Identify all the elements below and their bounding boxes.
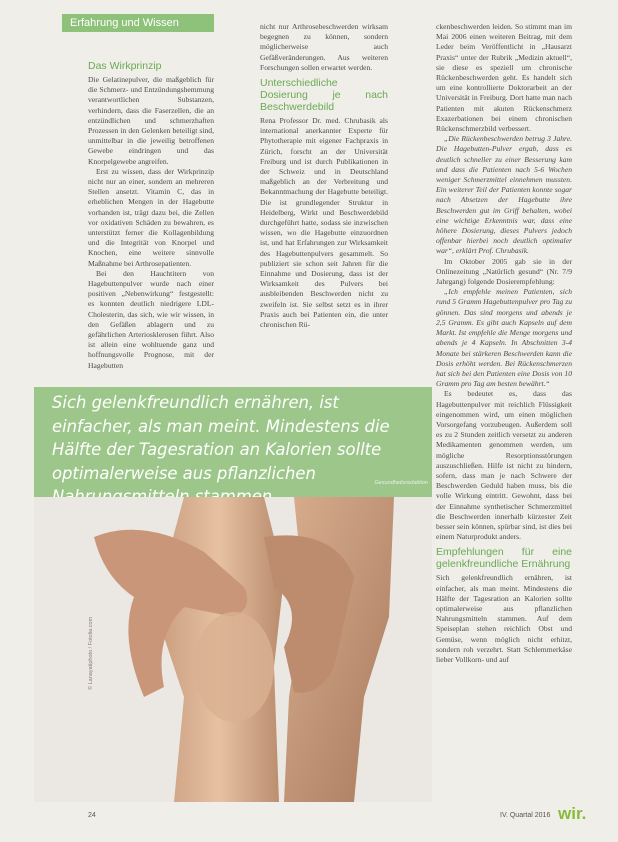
heading-empfehlungen: Empfehlungen für eine gelenkfreundliche Ernährung [436, 546, 572, 571]
section-tab: Erfahrung und Wissen [62, 14, 214, 32]
heading-wirkprinzip: Das Wirkprinzip [88, 60, 162, 72]
issue-label: IV. Quartal 2016 [500, 812, 551, 819]
paragraph: Im Oktober 2005 gab sie in der Onlinezeitung „Natürlich gesund“ (Nr. 7/9 Jahrgang) folgende Dosierempfehlung: [436, 256, 572, 287]
heading-dosierung: Unterschiedliche Dosierung je nach Beschwerdebild [260, 77, 388, 114]
column-3 [436, 22, 572, 665]
paragraph: Erst zu wissen, dass der Wirkprinzip nicht nur an einer, sondern an mehreren Stellen ansetzt. Vitamin C, das in erheblichen Mengen in der Hagebutte vorhanden ist, trägt dazu bei, die Zellen vor oxidativen Schäden zu bewahren, es unterstützt ferner die Kollagenbildung und die Integrität von Knorpel und Knochen, eine weitere sinnvolle Maßnahme bei Arthrosepatienten. [88, 166, 214, 268]
photo-credit: © Lanayatiphoto / Fotolia.com [88, 616, 94, 690]
column-1 [88, 56, 214, 371]
pullquote-credit: Gesundheitsredaktion [374, 480, 428, 486]
quote-paragraph: „Die Rückenbeschwerden betrug 3 Jahre. Die Hagebutten-Pulver ergab, dass es deutlich schneller zu einer Besserung kam und dass die Patienten nach 5-6 Wochen weniger Schmerzmittel einnehmen mussten. Ein weiterer Teil der Patienten konnte sogar nach Absetzen der Hagebutte ihre Beschwerden gut im Griff behalten, wobei eine wichtige Erkenntnis war, dass eine höhere Dosierung, dieses Pulvers jedoch offenbar hierbei noch deutlich optimaler war“, erklärt Prof. Chrubasik. [436, 134, 572, 256]
paragraph: Es bedeutet es, dass das Hagebuttenpulver mit reichlich Flüssigkeit eingenommen wird, um einen möglichen Vorsorgefang vorzubeugen. Außerdem soll es zu 2 Stunden zeitlich versetzt zu anderen Medikamenten genommen werden, um mögliche Resorptionsstörungen auszuschließen. Hilfe ist nicht zu hindern, sofern, dass man je nach Schwere der Beschwerden Geduld haben muss, bis die volle Wirkung eintritt. Gewohnt, dass bei der Einnahme synthetischer Schmerzmittel die Beschwerden innerhalb kürzester Zeit besser sein können, spürbar sind, ist dies bei einem Naturprodukt anders. [436, 389, 572, 542]
paragraph: ckenbeschwerden leiden. So stimmt man im Mai 2006 einen weiteren Beitrag, mit dem Leder beim Veröffentlicht in „Hausarzt Praxis“ unter der Rubrik „Medizin aktuell“, sie diese es speziell um chronische Rückenbeschwerden geht. Es handelt sich um eine kontrollierte Doktorarbeit an der Universität in Freiburg. Dort hatte man nach Patienten mit akuten Rückenschmerz Exazerbationen bei einem chronischen Rückenschmerzbild verbessert. [436, 22, 572, 134]
wir-logo: wir. [558, 804, 587, 823]
paragraph: Die Gelatinepulver, die maßgeblich für die Schmerz- und Entzündungshemmung verantwortlichen Substanzen, verhindern, dass die Faserzellen, die an entzündlichen und schmerzhaften Prozessen in den Gelenken beteiligt sind, unmittelbar in die jeweilig betroffenen Gewebe eindringen und das Knorpelgewebe angreifen. [88, 75, 214, 166]
paragraph: Sich gelenkfreundlich ernähren, ist einfacher, als man meint. Mindestens die Hälfte der Tagesration an Kalorien sollte optimalerweise aus pflanzlichen Nahrungsmitteln stammen. Auf dem Speiseplan stehen reichlich Obst und Gemüse, wenn möglich nicht erhitzt, sondern roh verzehrt. Statt Schlemmerkäse lieber Vollkorn- und auf [436, 573, 572, 664]
quote-paragraph: „Ich empfehle meinen Patienten, sich rund 5 Gramm Hagebuttenpulver pro Tag zu gönnen. Das sind morgens und abends je 2,5 Gramm. Es gibt auch Kapseln auf dem Markt. Ist empfehle die Menge morgens und abends je 4 Kapseln. In Abschnitten 3-4 Monate bei stärkeren Beschwerden kann die Dosis erhöht werden. Bei Rückenschmerzen hat sich bei den Patienten eine Dosis von 10 Gramm pro Tag am besten bewährt.“ [436, 287, 572, 389]
page-number: 24 [88, 812, 96, 819]
paragraph: Rena Professor Dr. med. Chrubasik als international anerkannter Experte für Phytotherapie mit eigener Fachpraxis in Zürich, forscht an der Universität Freiburg und ist durch Publikationen in der Schweiz und in Deutschland maßgeblich an der Verbreitung und Bekanntmachung der Hagebutte beteiligt. Die ist grundlegender Struktur in Heidelberg, Wirkt und Beschwerdebild durchgeführt hatte, sodass sie inzwischen wissen, wo die Hagebutte einzuordnen ist, und hat Erfahrungen zur Wirksamkeit des Hagebuttenpulvers gesammelt. So publiziert sie schon seit Jahren für die Einnahme und Dosierung, dass ist der Wirksamkeit des Pulvers bei ausbleibenden Beschwerden nicht zu zweifeln ist. Sie selbst setzt es in ihrer Praxis auch bei Patienten ein, die unter chronischen Rü- [260, 116, 388, 330]
paragraph: Bei den Hauchtitern von Hagebuttenpulver wurde nach einer positiven „Nebenwirkung“ festgestellt: es konnten deutlich niedrigere LDL-Cholesterin, das sich, wie wir wissen, in den Gefäßen ablagern und zu gefährlichen Arteriosklerosen führt. Also ist allein eine wohltuende ganz und hoffnungsvolle Prognose, mit der Hagebutten [88, 268, 214, 370]
column-2 [260, 22, 388, 330]
pullquote-text: Sich gelenkfreundlich ernähren, ist einfacher, als man meint. Mindestens die Hälfte der Tagesration an Kalorien sollte optimalerweise aus pflanzlichen [52, 393, 390, 483]
paragraph: nicht nur Arthrosebeschwerden wirksam begegnen zu können, sondern möglicherweise auch Gefäßveränderungen. Aus weiteren Forschungen sollen erwartet werden. [260, 22, 388, 72]
